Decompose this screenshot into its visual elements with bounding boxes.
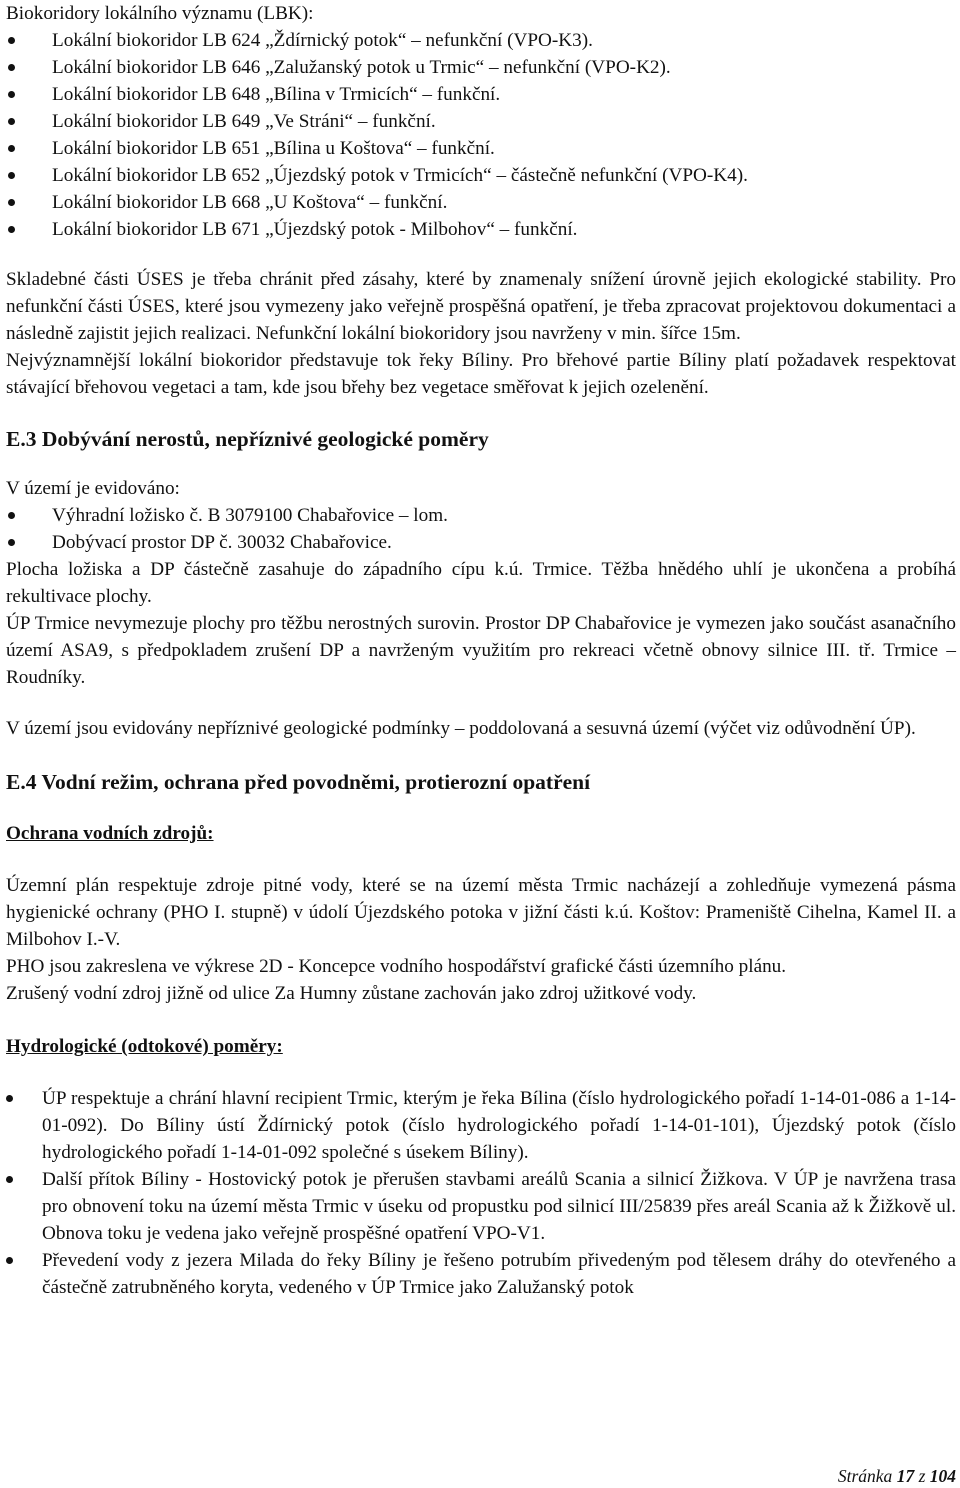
paragraph-tezba: ÚP Trmice nevymezuje plochy pro těžbu nerostných surovin. Prostor DP Chabařovice je vymezen jako součást asanačního území ASA9, s předpokladem zrušení DP a navrženým využitím pro rekreaci včetně obnovy silnice III. tř. Trmice – Roudníky. xyxy=(6,613,956,688)
biokoridory-heading: Biokoridory lokálního významu (LBK): xyxy=(6,3,314,24)
list-item: Dobývací prostor DP č. 30032 Chabařovice. xyxy=(6,529,956,556)
section-title-e3: E.3 Dobývání nerostů, nepříznivé geologické poměry xyxy=(6,427,489,451)
paragraph-geologie: V území jsou evidovány nepříznivé geologické podmínky – poddolovaná a sesuvná území (výčet viz odůvodnění ÚP). xyxy=(6,718,916,739)
bullet-icon xyxy=(8,145,15,152)
paragraph-lozisko: Plocha ložiska a DP částečně zasahuje do západního cípu k.ú. Trmice. Těžba hnědého uhlí je ukončena a probíhá rekultivace plochy. xyxy=(6,559,956,607)
list-item: Další přítok Bíliny - Hostovický potok je přerušen stavbami areálů Scania a silnicí Žižkova. V ÚP je navržena trasa pro obnovení toku na území města Trmic v úseku od propustku pod silnicí III/25839 přes areál Scania až k Žižkově ul. Obnova toku je vedena jako veřejně prospěšné opatření VPO-V1. xyxy=(6,1166,956,1247)
list-item: Lokální biokoridor LB 651 „Bílina u Koštova“ – funkční. xyxy=(6,135,956,162)
document-page xyxy=(6,0,956,1301)
subheading-ochrana: Ochrana vodních zdrojů: xyxy=(6,823,214,844)
paragraph-uses: Skladebné části ÚSES je třeba chránit před zásahy, které by znamenaly snížení úrovně jejich ekologické stability. Pro nefunkční části ÚSES, které jsou vymezeny jako veřejně prospěšná opatření, je třeba zpracovat projektovou dokumentaci a následně zajistit jejich realizaci. Nefunkční lokální biokoridory jsou navrženy v min. šířce 15m. xyxy=(6,269,956,344)
list-item: Lokální biokoridor LB 649 „Ve Stráni“ – funkční. xyxy=(6,108,956,135)
page-number: Stránka 17 z 104 xyxy=(837,1466,956,1486)
list-item: ÚP respektuje a chrání hlavní recipient Trmic, kterým je řeka Bílina (číslo hydrologického pořadí 1-14-01-086 a 1-14-01-092). Do Bíliny ústí Ždírnický potok (číslo hydrologického pořadí 1-14-01-101), Újezdský potok (číslo hydrologického pořadí 1-14-01-092 společné s úsekem Bíliny). xyxy=(6,1085,956,1166)
list-item: Lokální biokoridor LB 624 „Ždírnický potok“ – nefunkční (VPO-K3). xyxy=(6,27,956,54)
hydrologie-list xyxy=(6,1085,956,1301)
bullet-icon xyxy=(8,91,15,98)
paragraph-zruseny-zdroj: Zrušený vodní zdroj jižně od ulice Za Humny zůstane zachován jako zdroj užitkové vody. xyxy=(6,983,697,1004)
list-item: Lokální biokoridor LB 668 „U Koštova“ – funkční. xyxy=(6,189,956,216)
paragraph-bilina: Nejvýznamnější lokální biokoridor představuje tok řeky Bíliny. Pro břehové partie Bíliny platí požadavek respektovat stávající břehovou vegetaci a tam, kde jsou břehy bez vegetace směřovat k jejich ozelenění. xyxy=(6,350,956,398)
bullet-icon xyxy=(8,226,15,233)
bullet-icon xyxy=(8,512,15,519)
section-title-e4: E.4 Vodní režim, ochrana před povodněmi, protierozní opatření xyxy=(6,770,591,794)
bullet-icon xyxy=(6,1176,13,1183)
subheading-hydrologie: Hydrologické (odtokové) poměry: xyxy=(6,1036,283,1057)
bullet-icon xyxy=(8,172,15,179)
list-item: Lokální biokoridor LB 648 „Bílina v Trmicích“ – funkční. xyxy=(6,81,956,108)
list-item: Lokální biokoridor LB 671 „Újezdský potok - Milbohov“ – funkční. xyxy=(6,216,956,243)
list-item: Lokální biokoridor LB 646 „Zalužanský potok u Trmic“ – nefunkční (VPO-K2). xyxy=(6,54,956,81)
bullet-icon xyxy=(6,1095,13,1102)
biokoridory-list xyxy=(6,27,956,243)
list-item: Lokální biokoridor LB 652 „Újezdský potok v Trmicích“ – částečně nefunkční (VPO-K4). xyxy=(6,162,956,189)
bullet-icon xyxy=(8,199,15,206)
bullet-icon xyxy=(8,118,15,125)
list-item: Výhradní ložisko č. B 3079100 Chabařovice – lom. xyxy=(6,502,956,529)
paragraph-intro: V území je evidováno: xyxy=(6,478,180,499)
list-item: Převedení vody z jezera Milada do řeky Bíliny je řešeno potrubím přivedeným pod tělesem dráhy do otevřeného a částečně zatrubněného koryta, vedeného v ÚP Trmice jako Zalužanský potok xyxy=(6,1247,956,1301)
bullet-icon xyxy=(6,1257,13,1264)
paragraph-pho: PHO jsou zakreslena ve výkrese 2D - Koncepce vodního hospodářství grafické části územního plánu. xyxy=(6,956,787,977)
paragraph-zdroje: Územní plán respektuje zdroje pitné vody, které se na území města Trmic nacházejí a zohledňuje vymezená pásma hygienické ochrany (PHO I. stupně) v údolí Újezdského potoka v jižní části k.ú. Koštov: Prameniště Cihelna, Kamel II. a Milbohov I.-V. xyxy=(6,875,956,950)
bullet-icon xyxy=(8,539,15,546)
bullet-icon xyxy=(8,64,15,71)
e3-list xyxy=(6,502,956,556)
bullet-icon xyxy=(8,37,15,44)
